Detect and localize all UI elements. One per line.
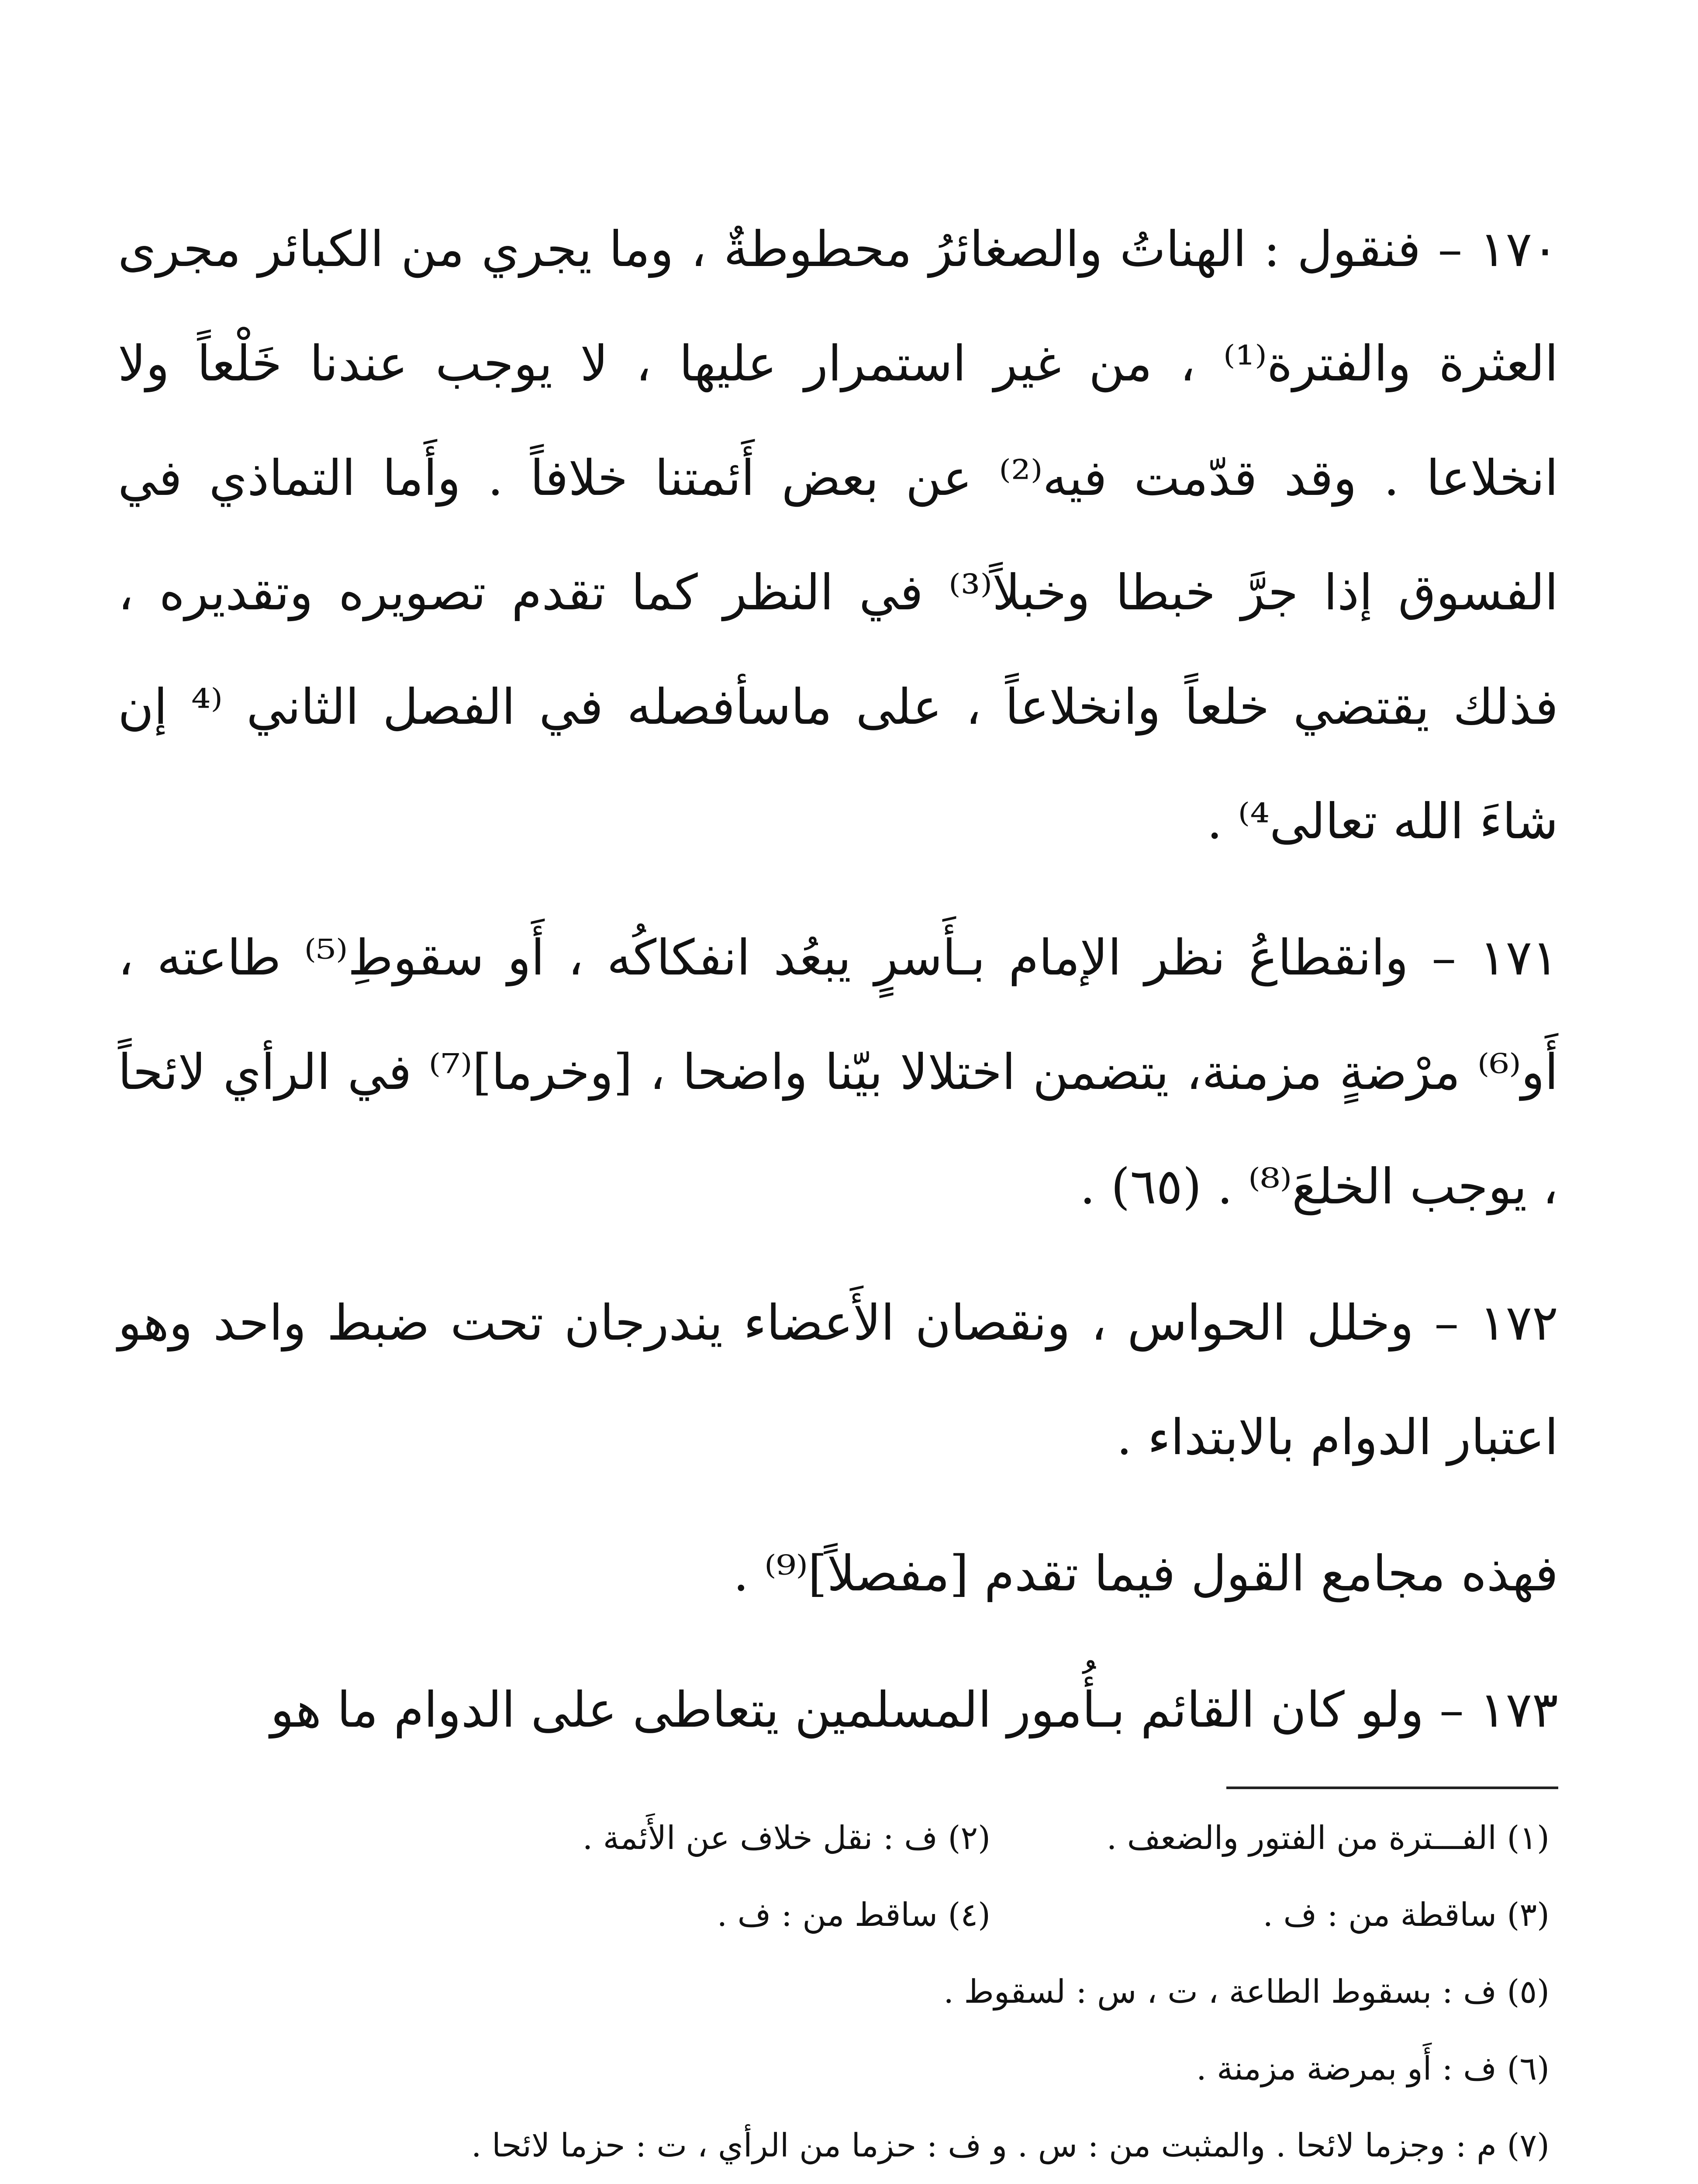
footnote-row — [131, 1953, 1550, 2030]
footnotes — [131, 1800, 1550, 2184]
footnote-row — [131, 2030, 1550, 2107]
paragraph-170: ١٧٠ – فنقول : الهناتُ والصغائرُ محطوطةٌ ، وما يجري من الكبائر مجرى العثرة والفترة⁽¹⁾ ، من غير استمرار عليها ، لا يوجب عندنا خَلْعاً ولا انخلاعا . وقد قدّمت فيه⁽²⁾ عن بعض أَئمتنا خلافاً . وأَما التماذي في الفسوق إذا جرَّ خبطا وخبلاً⁽³⁾ في النظر كما تقدم تصويره وتقديره ، فذلك يقتضي خلعاً وانخلاعاً ، على ماسأفصله في الفصل الثاني ⁽⁴ إن شاءَ الله تعالى⁴⁾ . — [118, 221, 1559, 850]
footnote-5: (٥) ف : بسقوط الطاعة ، ت ، س : لسقوط . — [943, 1973, 1550, 2011]
paragraph-173: ١٧٣ – ولو كان القائم بـأُمور المسلمين يتعاطى على الدوام ما هو — [270, 1682, 1558, 1738]
footnote-4: (٤) ساقط من : ف . — [717, 1896, 990, 1934]
footnote-row — [131, 1876, 1550, 1953]
paragraph-171: ١٧١ – وانقطاعُ نظر الإمام بـأَسرٍ يبعُد انفكاكُه ، أَو سقوطِ⁽⁵⁾ طاعته ، أَو⁽⁶⁾ مرْضةٍ مزمنة، يتضمن اختلالا بيّنا واضحا ، [وخرما]⁽⁷⁾ في الرأي لائحاً ، يوجب الخلعَ⁽⁸⁾ . (٦٥) . — [118, 930, 1559, 1215]
main-text — [118, 192, 1558, 1789]
footnote-1: (١) الفـــترة من الفتور والضعف . — [1106, 1819, 1550, 1857]
footnote-row — [131, 1800, 1550, 1876]
footnote-2: (٢) ف : نقل خلاف عن الأَئمة . — [582, 1819, 990, 1857]
paragraph-summary: فهذه مجامع القول فيما تقدم [مفصلاً]⁽⁹⁾ . — [733, 1545, 1558, 1602]
footnote-7: (٧) م : وجزما لائحا . والمثبت من : س . و ف : حزما من الرأي ، ت : حزما لائحا . — [471, 2127, 1550, 2164]
paragraph-172: ١٧٢ – وخلل الحواس ، ونقصان الأَعضاء يندرجان تحت ضبط واحد وهو اعتبار الدوام بالابتداء . — [118, 1295, 1558, 1466]
footnote-row — [131, 2107, 1550, 2184]
footnote-divider — [1226, 1787, 1558, 1789]
footnote-3: (٣) ساقطة من : ف . — [1263, 1896, 1550, 1934]
footnote-6: (٦) ف : أَو بمرضة مزمنة . — [1196, 2050, 1550, 2087]
